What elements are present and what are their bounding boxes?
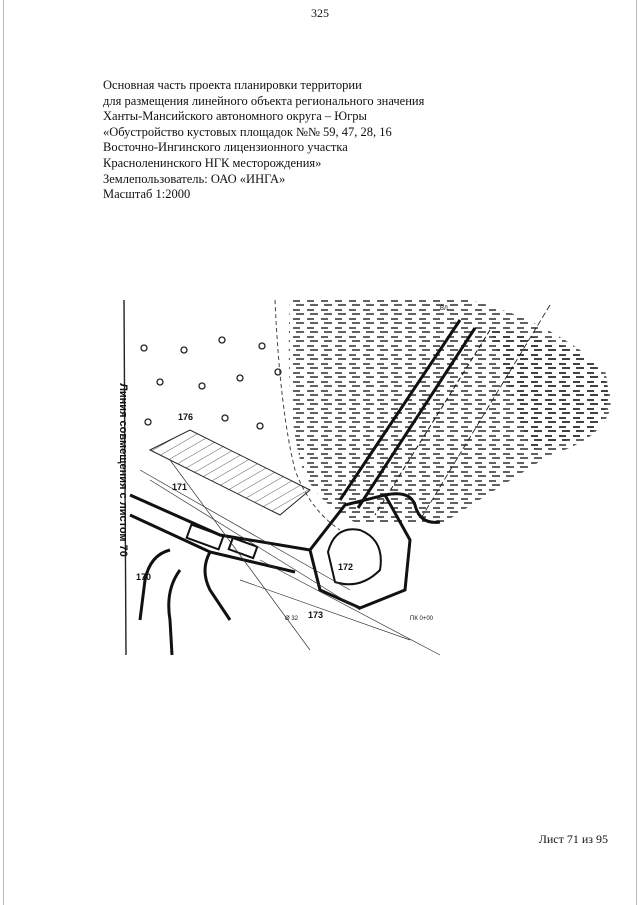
header-line: Землепользователь: ОАО «ИНГА» — [103, 171, 286, 186]
page-number: 325 — [311, 6, 329, 20]
road-lower — [130, 495, 310, 655]
header-line: Основная часть проекта планировки территории — [103, 78, 362, 92]
hatched-corridor — [150, 430, 310, 515]
header-line: «Обустройство кустовых площадок №№ 59, 47, 28, 16 — [103, 124, 392, 139]
header-line: для размещения линейного объекта регионального значения — [103, 93, 425, 108]
plot-label: 173 — [308, 610, 324, 620]
scale-line: Масштаб 1:2000 — [103, 187, 191, 202]
annotation: ПК 0+00 — [410, 616, 433, 622]
header-line: Красноленинского НГК месторождения» — [103, 155, 322, 170]
planning-map — [110, 290, 630, 660]
annotation: Ø 32 — [285, 616, 299, 622]
header-line: Восточно-Ингинского лицензионного участка — [103, 140, 348, 155]
header-line: Ханты-Мансийского автономного округа – Югры — [103, 109, 367, 124]
forest-symbols — [141, 337, 281, 429]
annotation: ВЛ — [440, 306, 448, 312]
structures — [187, 525, 258, 558]
plot-label: 176 — [178, 412, 194, 422]
plot-label: 171 — [172, 482, 188, 492]
match-line-label: Линия совмещения с листом 70 — [117, 383, 129, 557]
scan-edge-right — [636, 0, 637, 905]
pad-inner — [328, 529, 381, 584]
sheet-number: Лист 71 из 95 — [538, 832, 608, 846]
scan-edge-left — [3, 0, 4, 905]
plot-label: 172 — [338, 562, 354, 572]
plot-label: 170 — [136, 572, 152, 582]
document-header — [103, 78, 424, 203]
